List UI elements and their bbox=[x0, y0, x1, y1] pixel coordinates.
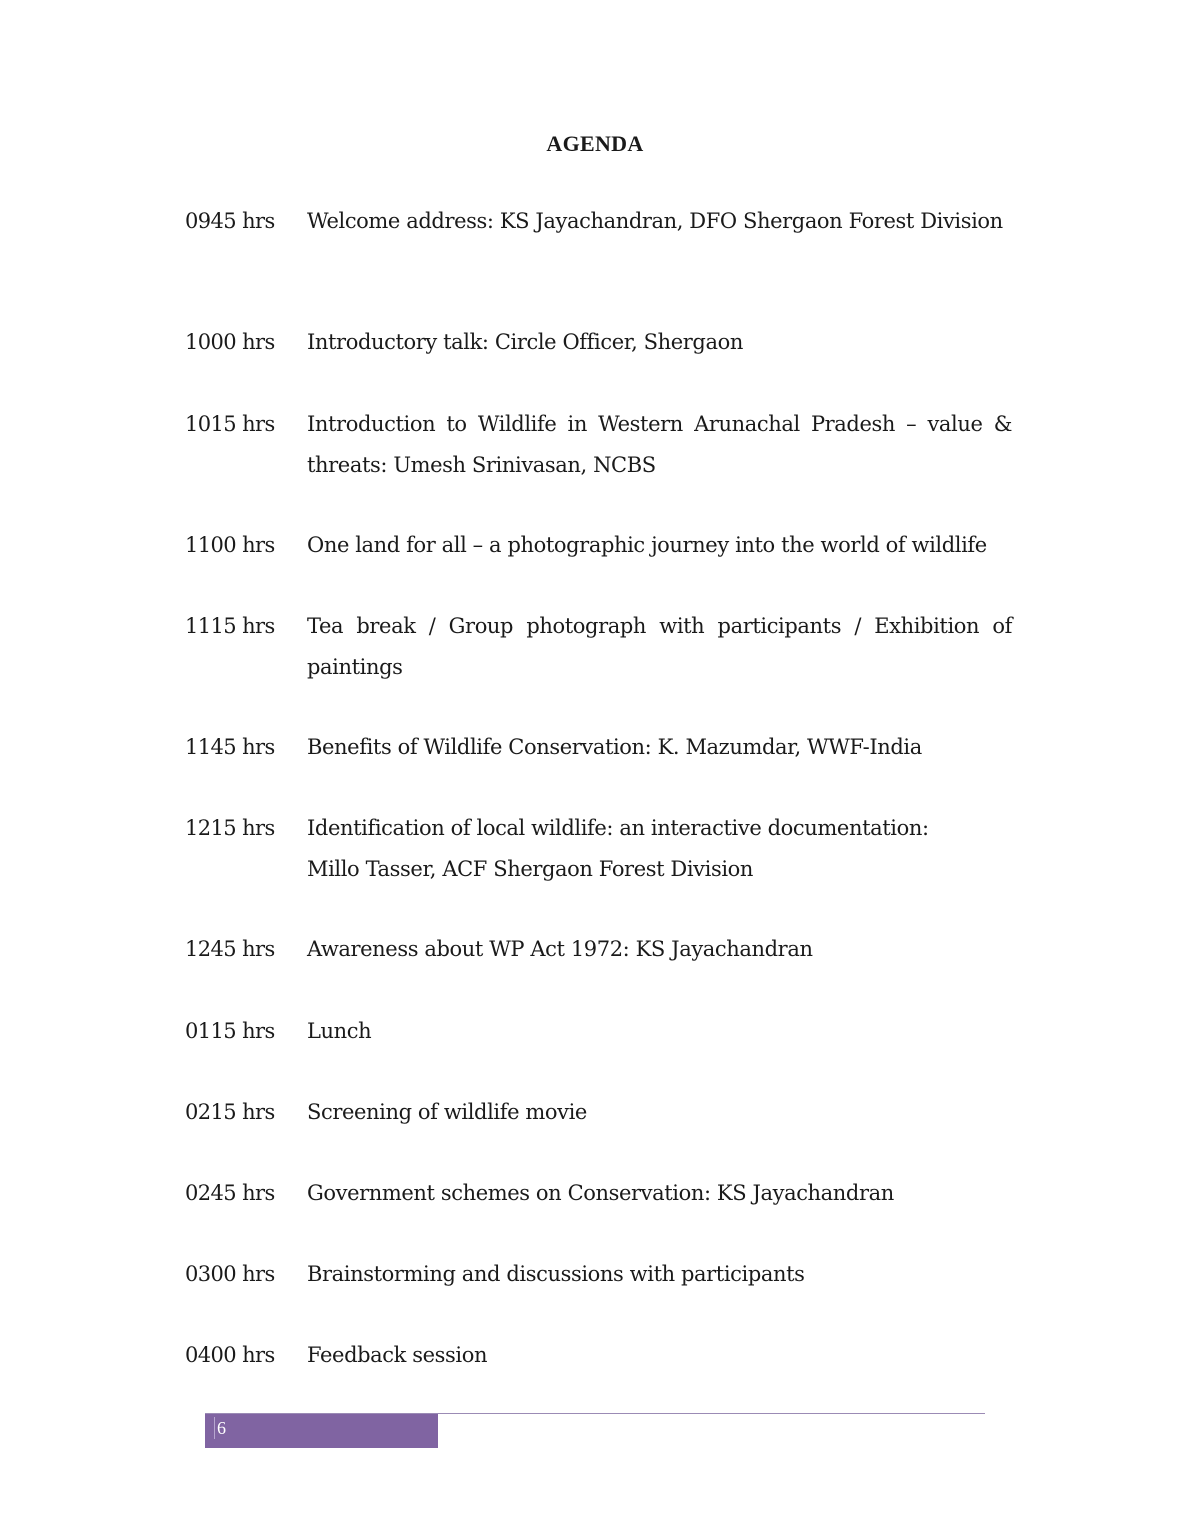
agenda-description: Awareness about WP Act 1972: KS Jayachandran bbox=[307, 937, 813, 961]
agenda-description-line: Identification of local wildlife: an interactive documentation: bbox=[307, 816, 929, 840]
agenda-time: 0300 hrs bbox=[185, 1262, 275, 1286]
agenda-time: 0945 hrs bbox=[185, 209, 275, 233]
agenda-time: 0115 hrs bbox=[185, 1019, 275, 1043]
agenda-description: Screening of wildlife movie bbox=[307, 1100, 587, 1124]
agenda-time: 1015 hrs bbox=[185, 412, 275, 436]
agenda-description: Tea break / Group photograph with participants / Exhibition of paintings bbox=[307, 614, 1012, 679]
agenda-time: 1145 hrs bbox=[185, 735, 275, 759]
agenda-time: 1215 hrs bbox=[185, 816, 275, 840]
agenda-time: 1245 hrs bbox=[185, 937, 275, 961]
agenda-description: Introductory talk: Circle Officer, Shergaon bbox=[307, 330, 743, 354]
agenda-time: 0245 hrs bbox=[185, 1181, 275, 1205]
page-number: 6 bbox=[214, 1417, 226, 1439]
agenda-description-line: Millo Tasser, ACF Shergaon Forest Division bbox=[307, 857, 754, 881]
agenda-description: Government schemes on Conservation: KS Jayachandran bbox=[307, 1181, 894, 1205]
agenda-description: Lunch bbox=[307, 1019, 372, 1043]
page-title: AGENDA bbox=[546, 131, 644, 156]
agenda-time: 0400 hrs bbox=[185, 1343, 275, 1367]
agenda-description: One land for all – a photographic journey into the world of wildlife bbox=[307, 533, 987, 557]
footer-page-tab bbox=[205, 1414, 438, 1448]
agenda-description: Brainstorming and discussions with participants bbox=[307, 1262, 805, 1286]
agenda-time: 1115 hrs bbox=[185, 614, 275, 638]
agenda-time: 1000 hrs bbox=[185, 330, 275, 354]
agenda-time: 1100 hrs bbox=[185, 533, 275, 557]
agenda-description bbox=[307, 808, 1012, 890]
agenda-description: Feedback session bbox=[307, 1343, 488, 1367]
agenda-time: 0215 hrs bbox=[185, 1100, 275, 1124]
agenda-description: Benefits of Wildlife Conservation: K. Mazumdar, WWF-India bbox=[307, 735, 922, 759]
agenda-description: Introduction to Wildlife in Western Arunachal Pradesh – value & threats: Umesh Srinivasan, NCBS bbox=[307, 412, 1012, 477]
agenda-description: Welcome address: KS Jayachandran, DFO Shergaon Forest Division bbox=[307, 209, 1003, 233]
